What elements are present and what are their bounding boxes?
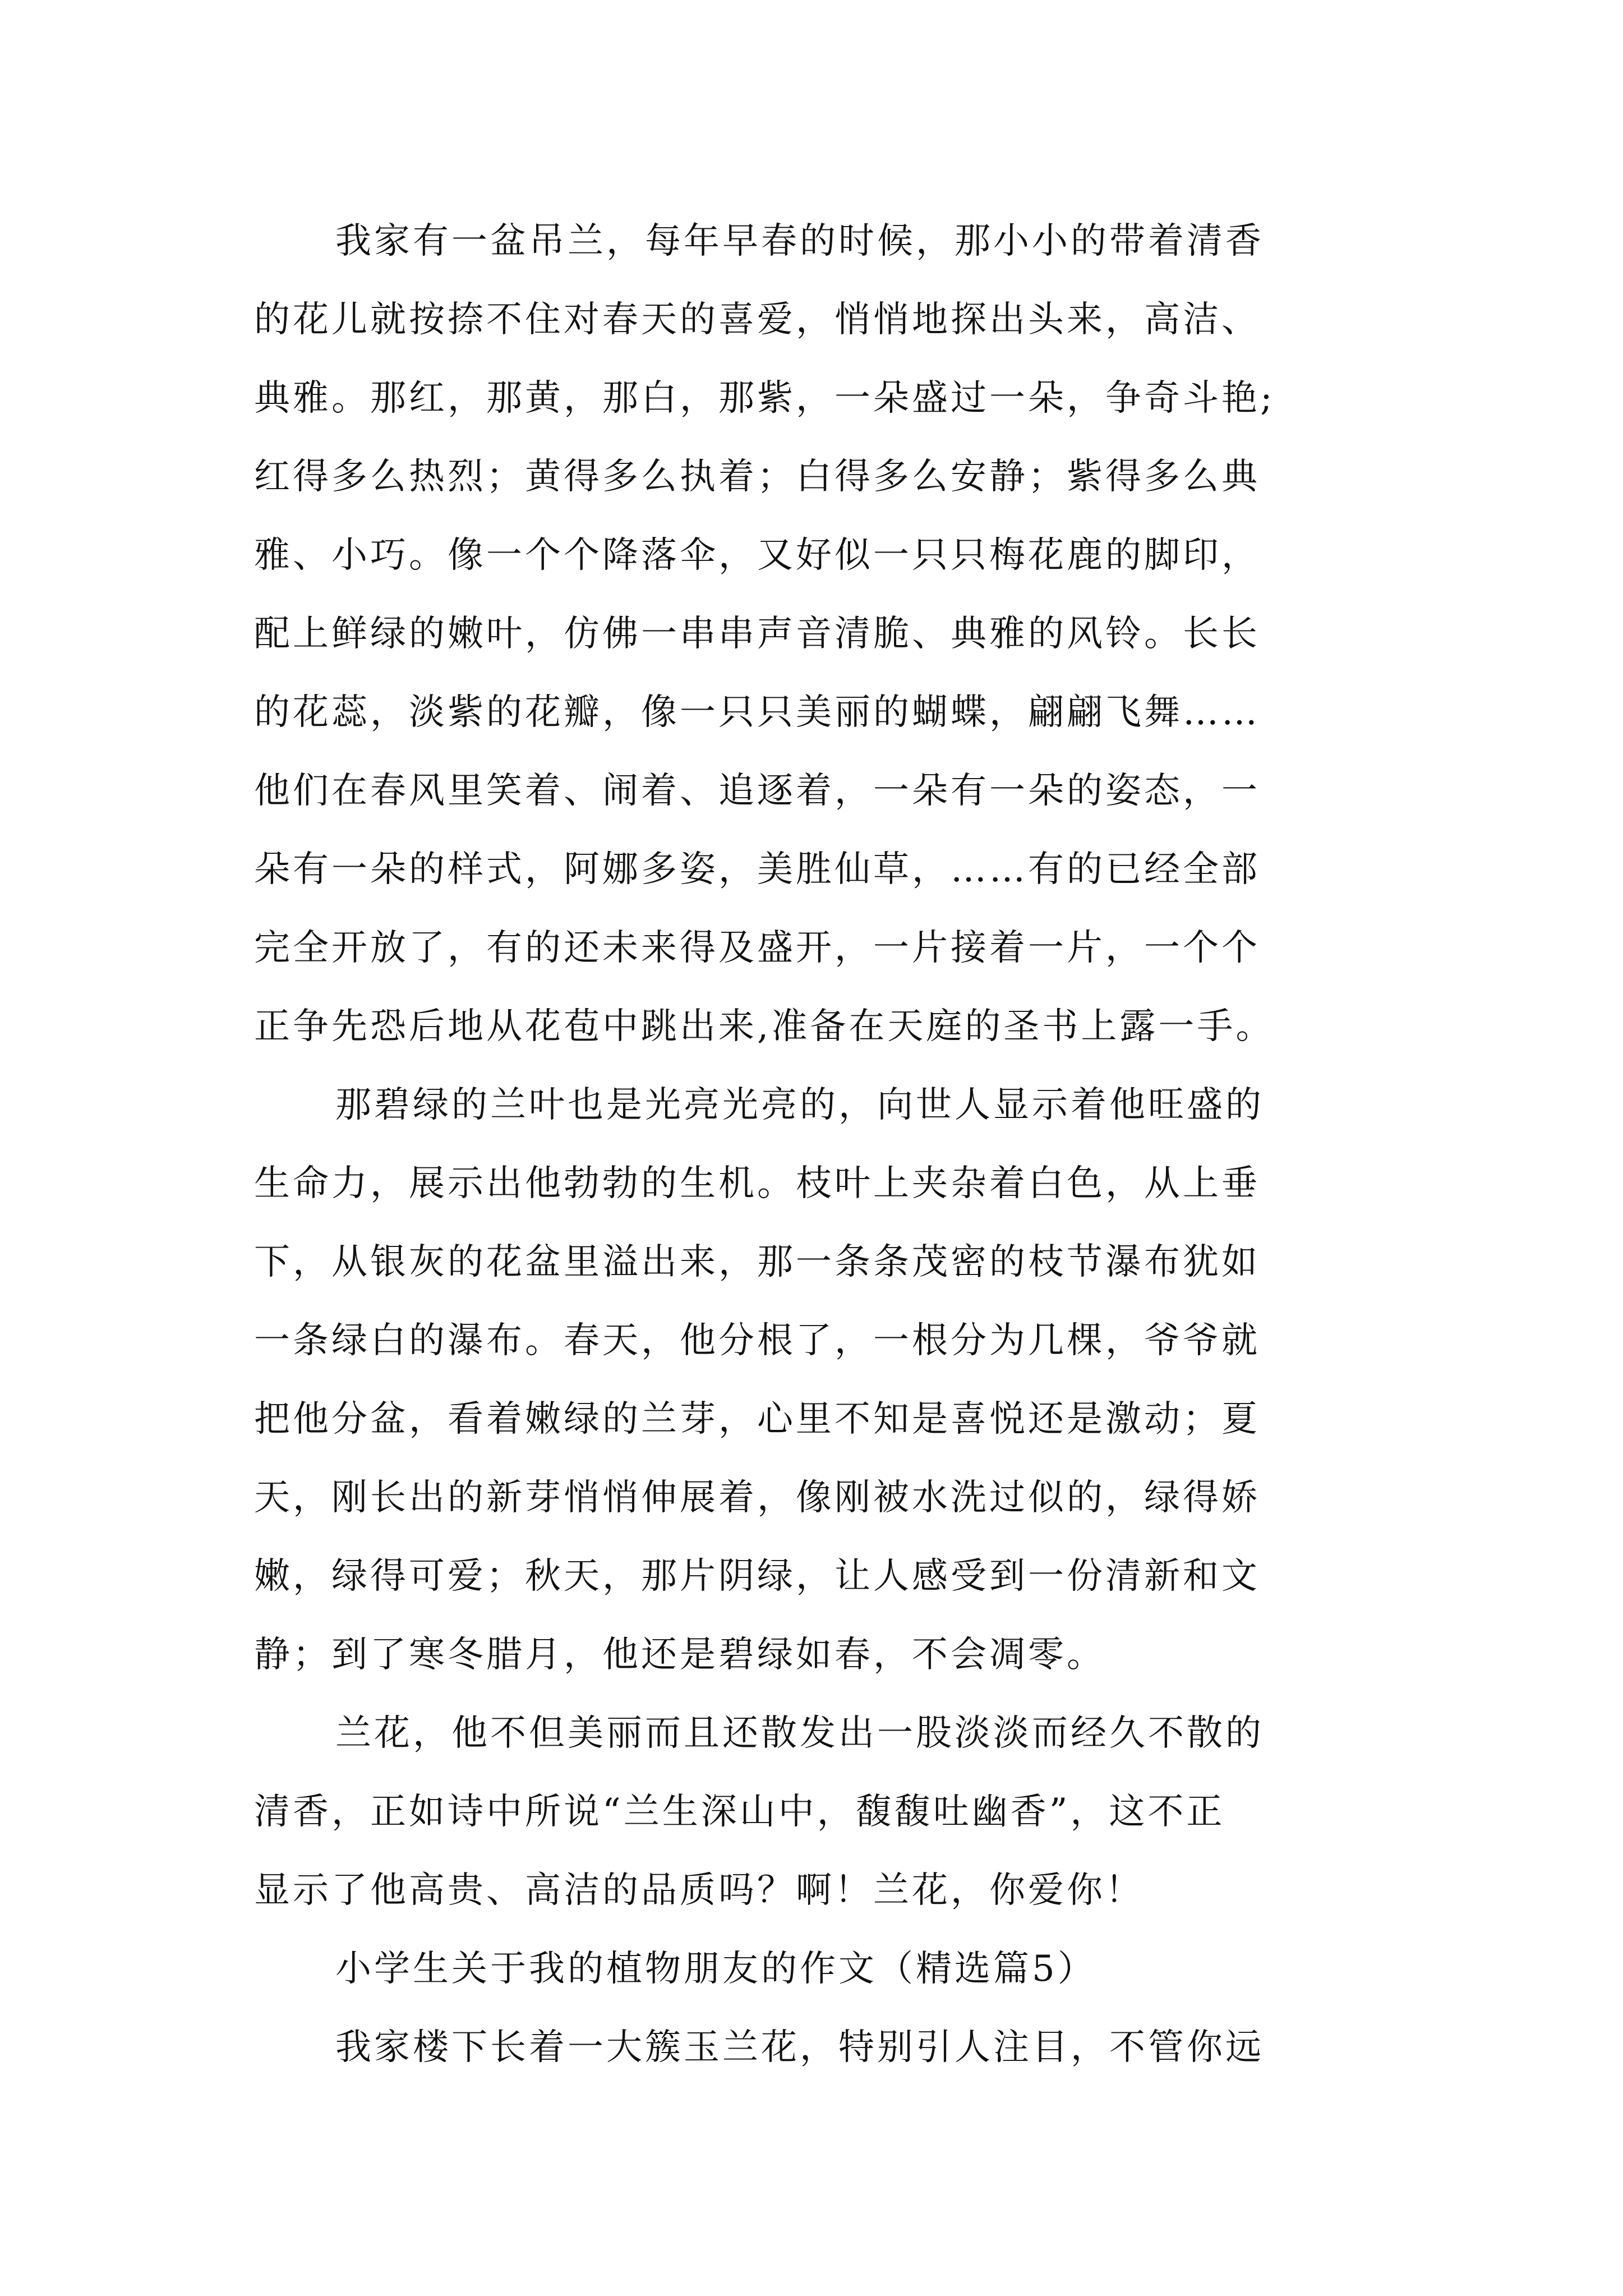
paragraph-2-line-5: 把他分盆，看着嫩绿的兰芽，心里不知是喜悦还是激动；夏 [254,1398,1260,1440]
paragraph-2-line-1: 那碧绿的兰叶也是光亮光亮的，向世人显示着他旺盛的 [335,1084,1264,1126]
paragraph-2-line-7: 嫩，绿得可爱；秋天，那片阴绿，让人感受到一份清新和文 [254,1556,1260,1597]
paragraph-1-line-7: 的花蕊，淡紫的花瓣，像一只只美丽的蝴蝶，翩翩飞舞…… [254,692,1260,733]
paragraph-2-line-6: 天，刚长出的新芽悄悄伸展着，像刚被水洗过似的，绿得娇 [254,1477,1260,1519]
paragraph-3-line-3: 显示了他高贵、高洁的品质吗？啊！兰花，你爱你！ [254,1870,1144,1911]
paragraph-1-line-8: 他们在春风里笑着、闹着、追逐着，一朵有一朵的姿态，一 [254,770,1260,812]
paragraph-1-line-3: 典雅。那红，那黄，那白，那紫，一朵盛过一朵，争奇斗艳; [254,378,1275,419]
paragraph-2-line-3: 下，从银灰的花盆里溢出来，那一条条茂密的枝节瀑布犹如 [254,1241,1260,1283]
paragraph-3-line-2: 清香，正如诗中所说“兰生深山中，馥馥吐幽香”，这不正 [254,1791,1225,1833]
paragraph-1-line-5: 雅、小巧。像一个个降落伞，又好似一只只梅花鹿的脚印， [254,535,1260,576]
paragraph-1-line-11: 正争先恐后地从花苞中跳出来,准备在天庭的圣书上露一手。 [254,1006,1275,1047]
paragraph-1-line-1: 我家有一盆吊兰，每年早春的时候，那小小的带着清香 [335,220,1264,262]
paragraph-2-line-2: 生命力，展示出他勃勃的生机。枝叶上夹杂着白色，从上垂 [254,1163,1260,1204]
paragraph-3-line-1: 兰花，他不但美丽而且还散发出一股淡淡而经久不散的 [335,1713,1264,1754]
paragraph-1-line-9: 朵有一朵的样式，阿娜多姿，美胜仙草，……有的已经全部 [254,849,1260,890]
paragraph-1-line-4: 红得多么热烈；黄得多么执着；白得多么安静；紫得多么典 [254,456,1260,498]
paragraph-2-line-4: 一条绿白的瀑布。春天，他分根了，一根分为几棵，爷爷就 [254,1320,1260,1361]
paragraph-1-line-10: 完全开放了，有的还未来得及盛开，一片接着一片，一个个 [254,927,1260,969]
paragraph-1-line-2: 的花儿就按捺不住对春天的喜爱，悄悄地探出头来，高洁、 [254,299,1260,341]
section-heading: 小学生关于我的植物朋友的作文（精选篇5） [335,1948,1096,1990]
paragraph-2-line-8: 静；到了寒冬腊月，他还是碧绿如春，不会凋零。 [254,1634,1105,1676]
paragraph-1-line-6: 配上鲜绿的嫩叶，仿佛一串串声音清脆、典雅的风铃。长长 [254,613,1260,655]
paragraph-4-line-1: 我家楼下长着一大簇玉兰花，特别引人注目，不管你远 [335,2027,1264,2068]
